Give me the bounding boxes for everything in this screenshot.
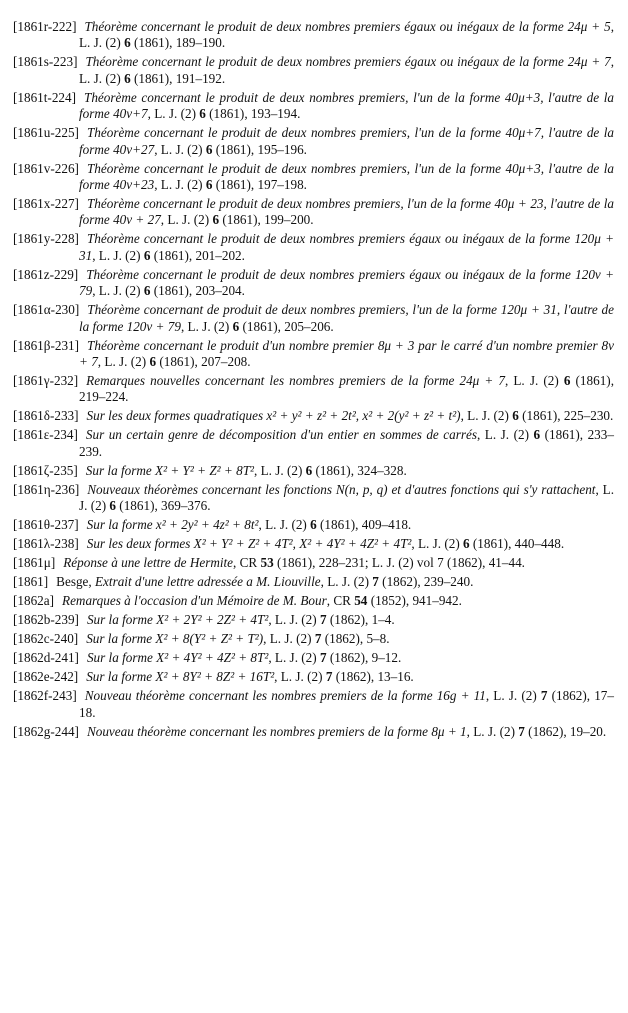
entry-ref-suffix: (1861), 195–196. bbox=[212, 141, 307, 157]
entry-volume: 6 bbox=[512, 408, 519, 424]
bibliography-list bbox=[13, 19, 614, 740]
entry-title: Extrait d'une lettre adressée a M. Liouville bbox=[95, 574, 321, 590]
bibliography-entry bbox=[13, 555, 614, 571]
entry-ref-prefix: , L. J. (2) bbox=[411, 536, 464, 552]
bibliography-entry bbox=[13, 427, 614, 460]
bibliography-entry bbox=[13, 536, 614, 552]
entry-key: [1861β-231] bbox=[13, 337, 80, 353]
entry-key: [1861] bbox=[13, 574, 49, 590]
entry-title: Nouveau théorème concernant les nombres premiers de la forme 16g + 11 bbox=[84, 688, 486, 704]
entry-title: Sur la forme X² + 4Y² + 4Z² + 8T² bbox=[86, 650, 269, 666]
entry-title: Théorème concernant le produit de deux nombres premiers, l'un de la forme 40μ + 23, l'autre de la forme 40ν + 27 bbox=[79, 196, 614, 228]
entry-ref-suffix: (1861), 369–376. bbox=[116, 498, 211, 514]
entry-ref-prefix: , L. J. (2) bbox=[79, 481, 614, 514]
bibliography-entry bbox=[13, 631, 614, 647]
entry-title: Théorème concernant le produit de deux nombres premiers égaux ou inégaux de la forme 24μ + 5 bbox=[84, 19, 611, 34]
entry-key: [1862f-243] bbox=[13, 688, 77, 704]
entry-volume: 6 bbox=[124, 35, 131, 51]
bibliography-entry bbox=[13, 161, 614, 194]
bibliography-entry bbox=[13, 574, 614, 590]
entry-key: [1862a] bbox=[13, 593, 55, 609]
entry-ref-suffix: (1861), 324–328. bbox=[312, 462, 407, 478]
entry-ref-suffix: (1861), 191–192. bbox=[130, 70, 226, 86]
entry-title: Réponse à une lettre de Hermite bbox=[63, 555, 234, 571]
entry-volume: 6 bbox=[143, 283, 151, 299]
entry-key: [1861ε-234] bbox=[13, 427, 78, 443]
entry-title: Théorème concernant le produit de deux nombres premiers égaux ou inégaux de la forme 120μ + 31 bbox=[79, 231, 614, 263]
entry-ref-suffix: (1862), 17–18. bbox=[79, 688, 614, 720]
entry-volume: 54 bbox=[354, 593, 368, 609]
entry-ref-suffix: (1861), 228–231; L. J. (2) vol 7 (1862), 41–44. bbox=[273, 555, 525, 571]
bibliography-entry bbox=[13, 19, 614, 52]
entry-volume: 6 bbox=[212, 212, 220, 228]
entry-title: Théorème concernant le produit de deux nombres premiers, l'un de la forme 40μ+3, l'autre de la forme 40ν+23 bbox=[79, 160, 614, 193]
entry-title: Sur la forme x² + 2y² + 4z² + 8t² bbox=[86, 517, 259, 533]
bibliography-entry bbox=[13, 231, 614, 264]
entry-ref-prefix: , L. J. (2) bbox=[253, 462, 306, 478]
entry-volume: 6 bbox=[305, 462, 313, 478]
entry-ref-suffix: (1861), 233–239. bbox=[79, 427, 614, 459]
entry-title: Théorème concernant le produit de deux nombres premiers, l'un de la forme 40μ+7, l'autre de la forme 40ν+27 bbox=[79, 125, 614, 157]
entry-ref-prefix: , L. J. (2) bbox=[504, 373, 564, 389]
bibliography-entry bbox=[13, 688, 614, 721]
entry-title: Théorème concernant le produit de deux nombres premiers, l'un de la forme 40μ+3, l'autre de la forme 40ν+7 bbox=[79, 89, 614, 122]
entry-key: [1861θ-237] bbox=[13, 517, 79, 533]
entry-key: [1861s-223] bbox=[13, 54, 78, 70]
bibliography-entry bbox=[13, 724, 614, 740]
bibliography-entry bbox=[13, 517, 614, 533]
entry-title: Remarques nouvelles concernant les nombres premiers de la forme 24μ + 7 bbox=[86, 373, 505, 389]
entry-volume: 6 bbox=[143, 247, 151, 263]
entry-ref-suffix: (1862), 239–240. bbox=[378, 574, 474, 590]
entry-volume: 6 bbox=[205, 141, 213, 157]
entry-volume: 6 bbox=[463, 536, 470, 552]
entry-ref-prefix: , L. J. (2) bbox=[147, 106, 200, 122]
entry-volume: 6 bbox=[149, 354, 157, 370]
entry-ref-suffix: (1861), 203–204. bbox=[150, 283, 245, 299]
entry-ref-suffix: (1861), 440–448. bbox=[469, 536, 565, 552]
entry-volume: 6 bbox=[310, 517, 317, 533]
bibliography-entry bbox=[13, 612, 614, 628]
entry-volume: 6 bbox=[109, 498, 116, 514]
entry-volume: 6 bbox=[199, 106, 206, 122]
entry-ref-suffix: (1861), 193–194. bbox=[205, 106, 301, 122]
bibliography-entry bbox=[13, 54, 614, 87]
entry-ref-prefix: , L. J. (2) bbox=[97, 354, 150, 370]
entry-ref-suffix: (1862), 13–16. bbox=[332, 669, 414, 685]
entry-ref-prefix: , L. J. (2) bbox=[154, 141, 206, 157]
entry-title: Remarques à l'occasion d'un Mémoire de M. Bour bbox=[62, 593, 327, 609]
entry-ref-prefix: , L. J. (2) bbox=[485, 688, 541, 704]
entry-ref-prefix: , L. J. (2) bbox=[92, 283, 144, 299]
entry-ref-prefix: , L. J. (2) bbox=[79, 19, 614, 51]
entry-ref-suffix: (1861), 199–200. bbox=[219, 212, 314, 228]
entry-ref-prefix: , L. J. (2) bbox=[154, 177, 206, 193]
bibliography-entry bbox=[13, 90, 614, 123]
entry-ref-prefix: , L. J. (2) bbox=[274, 669, 326, 685]
entry-title: Sur les deux formes X² + Y² + Z² + 4T², X² + 4Y² + 4Z² + 4T² bbox=[86, 536, 412, 552]
entry-ref-prefix: , L. J. (2) bbox=[263, 631, 315, 647]
entry-ref-suffix: (1861), 205–206. bbox=[239, 318, 334, 334]
entry-ref-suffix: (1852), 941–942. bbox=[367, 593, 462, 609]
entry-key: [1861v-226] bbox=[13, 160, 79, 176]
entry-volume: 53 bbox=[260, 555, 274, 571]
entry-title: Théorème concernant le produit d'un nombre premier 8μ + 3 par le carré d'un nombre premier 8ν + 7 bbox=[79, 337, 614, 370]
entry-ref-prefix: , L. J. (2) bbox=[268, 612, 320, 628]
bibliography-entry bbox=[13, 302, 614, 335]
bibliography-entry bbox=[13, 373, 614, 406]
entry-title: Sur la forme X² + 8Y² + 8Z² + 16T² bbox=[86, 669, 275, 685]
entry-volume: 6 bbox=[232, 318, 240, 334]
entry-key: [1862b-239] bbox=[13, 612, 79, 628]
entry-ref-suffix: (1862), 1–4. bbox=[326, 612, 395, 628]
entry-key: [1861t-224] bbox=[13, 89, 76, 105]
entry-key: [1861y-228] bbox=[13, 231, 79, 247]
entry-volume: 7 bbox=[325, 669, 333, 685]
entry-key: [1862g-244] bbox=[13, 723, 79, 739]
entry-title: Nouveaux théorèmes concernant les fonctions N(n, p, q) et d'autres fonctions qui s'y rattachent bbox=[87, 481, 596, 497]
entry-ref-prefix: , L. J. (2) bbox=[320, 574, 373, 590]
entry-volume: 7 bbox=[314, 631, 322, 647]
entry-volume: 7 bbox=[319, 650, 327, 666]
entry-ref-prefix: , CR bbox=[326, 593, 355, 609]
entry-volume: 7 bbox=[518, 723, 525, 739]
entry-ref-prefix: , L. J. (2) bbox=[268, 650, 320, 666]
entry-ref-prefix: , L. J. (2) bbox=[180, 318, 233, 334]
bibliography-entry bbox=[13, 338, 614, 371]
entry-key: [1861δ-233] bbox=[13, 408, 79, 424]
entry-key: [1862d-241] bbox=[13, 650, 79, 666]
entry-key: [1861z-229] bbox=[13, 266, 79, 282]
entry-volume: 6 bbox=[533, 427, 541, 443]
entry-ref-suffix: (1862), 5–8. bbox=[321, 631, 390, 647]
entry-ref-suffix: (1862), 9–12. bbox=[326, 650, 402, 666]
bibliography-entry bbox=[13, 593, 614, 609]
entry-ref-prefix: , L. J. (2) bbox=[477, 427, 534, 443]
entry-key: [1861μ] bbox=[13, 555, 56, 571]
entry-volume: 7 bbox=[540, 688, 548, 704]
entry-title: Sur les deux formes quadratiques x² + y² + z² + 2t², x² + 2(y² + z² + t²) bbox=[86, 408, 461, 424]
entry-ref-prefix: , L. J. (2) bbox=[258, 517, 311, 533]
bibliography-entry bbox=[13, 463, 614, 479]
entry-key: [1862e-242] bbox=[13, 669, 79, 685]
entry-key: [1861λ-238] bbox=[13, 536, 79, 552]
entry-volume: 7 bbox=[319, 612, 327, 628]
entry-ref-suffix: (1862), 19–20. bbox=[524, 723, 607, 739]
entry-ref-suffix: (1861), 201–202. bbox=[150, 247, 245, 263]
entry-key: [1861γ-232] bbox=[13, 373, 79, 389]
bibliography-entry bbox=[13, 482, 614, 515]
entry-volume: 6 bbox=[124, 70, 131, 86]
entry-title: Sur un certain genre de décomposition d'un entier en sommes de carrés bbox=[85, 427, 477, 443]
entry-volume: 7 bbox=[372, 574, 379, 590]
entry-ref-suffix: (1861), 189–190. bbox=[130, 35, 226, 51]
bibliography-entry bbox=[13, 196, 614, 229]
entry-title: Nouveau théorème concernant les nombres premiers de la forme 8μ + 1 bbox=[86, 723, 467, 739]
entry-title: Théorème concernant le produit de deux nombres premiers égaux ou inégaux de la forme 24μ + 7 bbox=[85, 54, 611, 70]
entry-ref-suffix: (1861), 197–198. bbox=[212, 177, 307, 193]
entry-key: [1861ζ-235] bbox=[13, 462, 78, 478]
entry-ref-prefix: , CR bbox=[233, 555, 261, 571]
entry-author: Besge, bbox=[56, 574, 95, 590]
entry-key: [1861u-225] bbox=[13, 125, 79, 141]
entry-ref-prefix: , L. J. (2) bbox=[92, 247, 144, 263]
entry-key: [1862c-240] bbox=[13, 631, 79, 647]
entry-key: [1861α-230] bbox=[13, 302, 80, 318]
entry-key: [1861η-236] bbox=[13, 481, 80, 497]
entry-key: [1861x-227] bbox=[13, 196, 79, 212]
entry-ref-prefix: , L. J. (2) bbox=[79, 54, 614, 86]
entry-title: Théorème concernant le produit de deux nombres premiers égaux ou inégaux de la forme 120ν + 79 bbox=[79, 266, 614, 299]
entry-title: Sur la forme X² + 8(Y² + Z² + T²) bbox=[86, 631, 264, 647]
entry-title: Sur la forme X² + 2Y² + 2Z² + 4T² bbox=[86, 612, 269, 628]
entry-key: [1861r-222] bbox=[13, 19, 77, 34]
entry-title: Sur la forme X² + Y² + Z² + 8T² bbox=[85, 462, 254, 478]
entry-ref-suffix: (1861), 225–230. bbox=[518, 408, 614, 424]
bibliography-entry bbox=[13, 125, 614, 158]
entry-ref-suffix: (1861), 219–224. bbox=[79, 373, 614, 405]
bibliography-entry bbox=[13, 267, 614, 300]
entry-ref-prefix: , L. J. (2) bbox=[460, 408, 513, 424]
entry-ref-suffix: (1861), 409–418. bbox=[316, 517, 412, 533]
entry-ref-prefix: , L. J. (2) bbox=[466, 723, 519, 739]
entry-title: Théorème concernant de produit de deux nombres premiers, l'un de la forme 120μ + 31, l'autre de la forme 120ν + 79 bbox=[79, 302, 614, 334]
entry-ref-prefix: , L. J. (2) bbox=[160, 212, 213, 228]
entry-volume: 6 bbox=[205, 177, 213, 193]
entry-ref-suffix: (1861), 207–208. bbox=[156, 354, 251, 370]
bibliography-entry bbox=[13, 408, 614, 424]
entry-volume: 6 bbox=[563, 373, 571, 389]
bibliography-entry bbox=[13, 669, 614, 685]
bibliography-entry bbox=[13, 650, 614, 666]
